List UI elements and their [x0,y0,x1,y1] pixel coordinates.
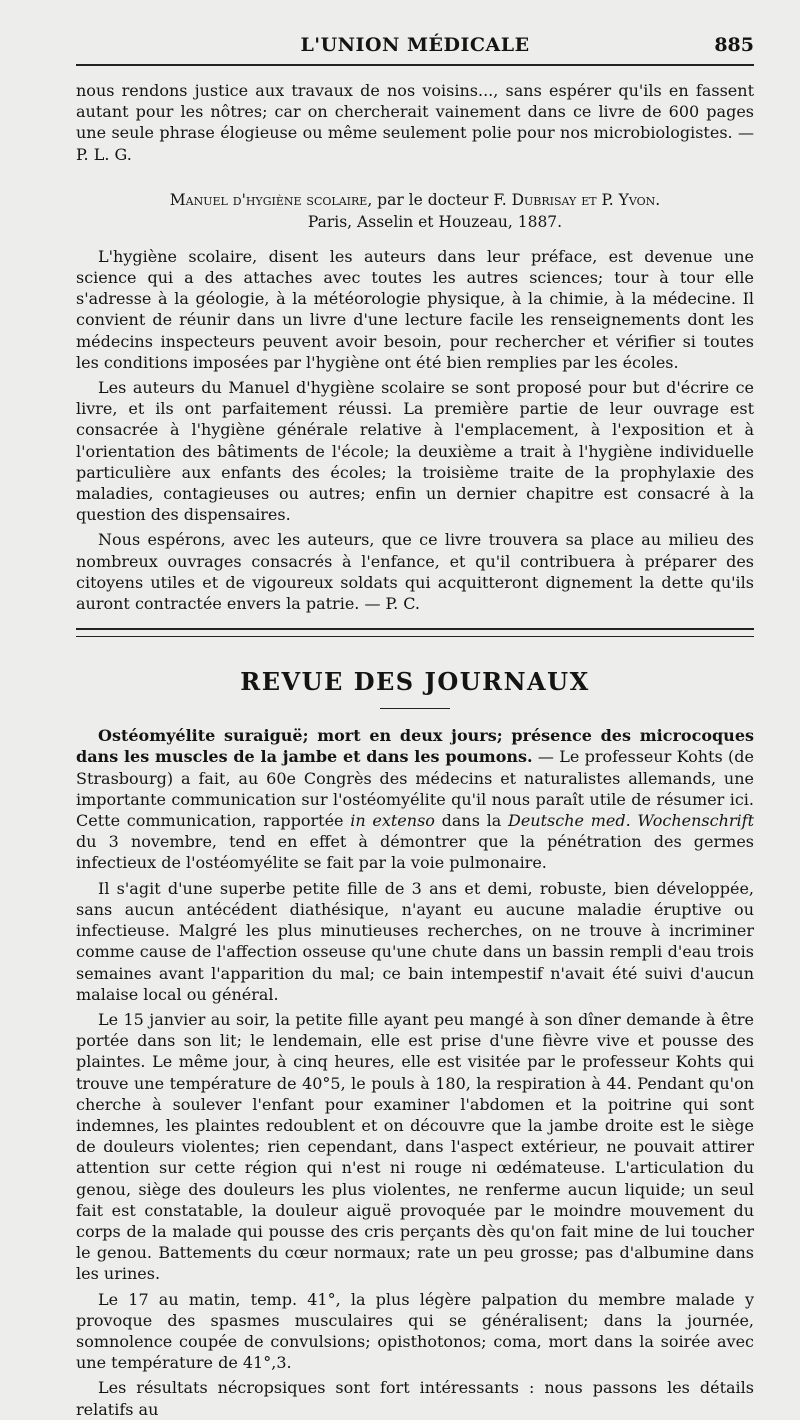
book-paragraph: Nous espérons, avec les auteurs, que ce livre trouvera sa place au milieu des nombreux ouvrages consacrés à l'enfance, et qu'il contribuera à préparer des citoyens utiles et de vigoureux soldats qui acquitteront dignement la dette qu'ils auront contractée envers la patrie. — P. C. [76,530,754,614]
article-paragraph: Le 17 au matin, temp. 41°, la plus légère palpation du membre malade y provoque des spasmes musculaires qui se généralisent; dans la journée, somnolence coupée de convulsions; opisthotonos; coma, mort dans la soirée avec une température de 41°,3. [76,1289,754,1373]
lead-text-3: du 3 novembre, tend en effet à démontrer que la pénétration des germes infectieux de l'ostéomyélite se fait par la voie pulmonaire. [76,832,754,873]
book-authors: F. Dubrisay et P. Yvon. [493,190,661,209]
page-number: 885 [714,34,754,56]
running-header [76,30,754,66]
book-paragraph: L'hygiène scolaire, disent les auteurs dans leur préface, est devenue une science qui a des attaches avec toutes les autres sciences; tour à tour elle s'adresse à la géologie, à la météorologie physique, à la chimie, à la médecine. Il convient de réunir dans un livre d'une lecture facile les renseignements dont les médecins inspecteurs peuvent avoir besoin, pour rechercher et vérifier si toutes les conditions imposées par l'hygiène ont été bien remplies par les écoles. [76,246,754,372]
article-headline: Ostéomyélite suraiguë; mort en deux jours; présence des microcoques dans les muscles de la jambe et dans les poumons. [76,726,754,767]
lead-italic-1: in extenso [350,811,435,831]
book-paragraph: Les auteurs du Manuel d'hygiène scolaire se sont proposé pour but d'écrire ce livre, et ils ont parfaitement réussi. La première partie de leur ouvrage est consacrée à l'hygiène générale relative à l'emplacement, à l'exposition et à l'orientation des bâtiments de l'école; la deuxième a trait à l'hygiène individuelle particulière aux enfants des écoles; la troisième traite de la prophylaxie des maladies, contagieuses ou autres; enfin un dernier chapitre est consacré à la question des dispensaires. [76,378,754,525]
book-by: , par le docteur [367,190,494,209]
article-paragraph: Il s'agit d'une superbe petite fille de 3 ans et demi, robuste, bien développée, sans aucun antécédent diathésique, n'ayant eu aucune maladie éruptive ou infectieuse. Malgré les plus minutieuses recherches, on ne trouve à incriminer comme cause de l'affection osseuse qu'une chute dans un bassin rempli d'eau trois semaines avant l'apparition du mal; ce bain intempestif n'avait été suivi d'aucun malaise local ou général. [76,878,754,1004]
lead-text-2: dans la [434,811,508,831]
article-paragraph: Les résultats nécropsiques sont fort intéressants : nous passons les détails relatifs au [76,1378,754,1419]
section-title: REVUE DES JOURNAUX [240,667,590,697]
book-title: Manuel d'hygiène scolaire [169,190,368,209]
book-review [76,246,754,614]
lead-italic-2: Deutsche med. Wochenschrift [508,811,754,831]
book-reference [76,189,754,233]
section-divider [76,628,754,637]
title-underline [380,708,450,709]
journal-title: L'UNION MÉDICALE [300,34,530,56]
book-publisher: Paris, Asselin et Houzeau, 1887. [307,212,563,231]
article-lead-paragraph [76,725,754,873]
article [76,725,754,1420]
lead-text-1: — Le professeur Kohts (de Strasbourg) a fait, au 60e Congrès des médecins et naturalistes allemands, une importante communication sur l'ostéomyélite qu'il nous paraît utile de résumer ici. Cette communication, rapportée [76,747,754,831]
review-ending-paragraph: nous rendons justice aux travaux de nos voisins..., sans espérer qu'ils en fassent autant pour les nôtres; car on chercherait vainement dans ce livre de 600 pages une seule phrase élogieuse ou même seulement polie pour nos microbiologistes. — P. L. G. [76,81,754,164]
article-paragraph: Le 15 janvier au soir, la petite fille ayant peu mangé à son dîner demande à être portée dans son lit; le lendemain, elle est prise d'une fièvre vive et pousse des plaintes. Le même jour, à cinq heures, elle est visitée par le professeur Kohts qui trouve une température de 40°5, le pouls à 180, la respiration à 44. Pendant qu'on cherche à soulever l'enfant pour examiner l'abdomen et la poitrine qui sont indemnes, les plaintes redoublent et on découvre que la jambe droite est le siège de douleurs violentes; rien cependant, dans l'aspect extérieur, ne pouvait attirer attention sur cette région qui n'est ni rouge ni œdémateuse. L'articulation du genou, siège des douleurs les plus violentes, ne renferme aucun liquide; un seul fait est constatable, la douleur aiguë provoquée par le moindre mouvement du corps de la malade qui pousse des cris perçants dès qu'on fait mine de lui toucher le genou. Battements du cœur normaux; rate un peu grosse; pas d'albumine dans les urines. [76,1009,754,1284]
